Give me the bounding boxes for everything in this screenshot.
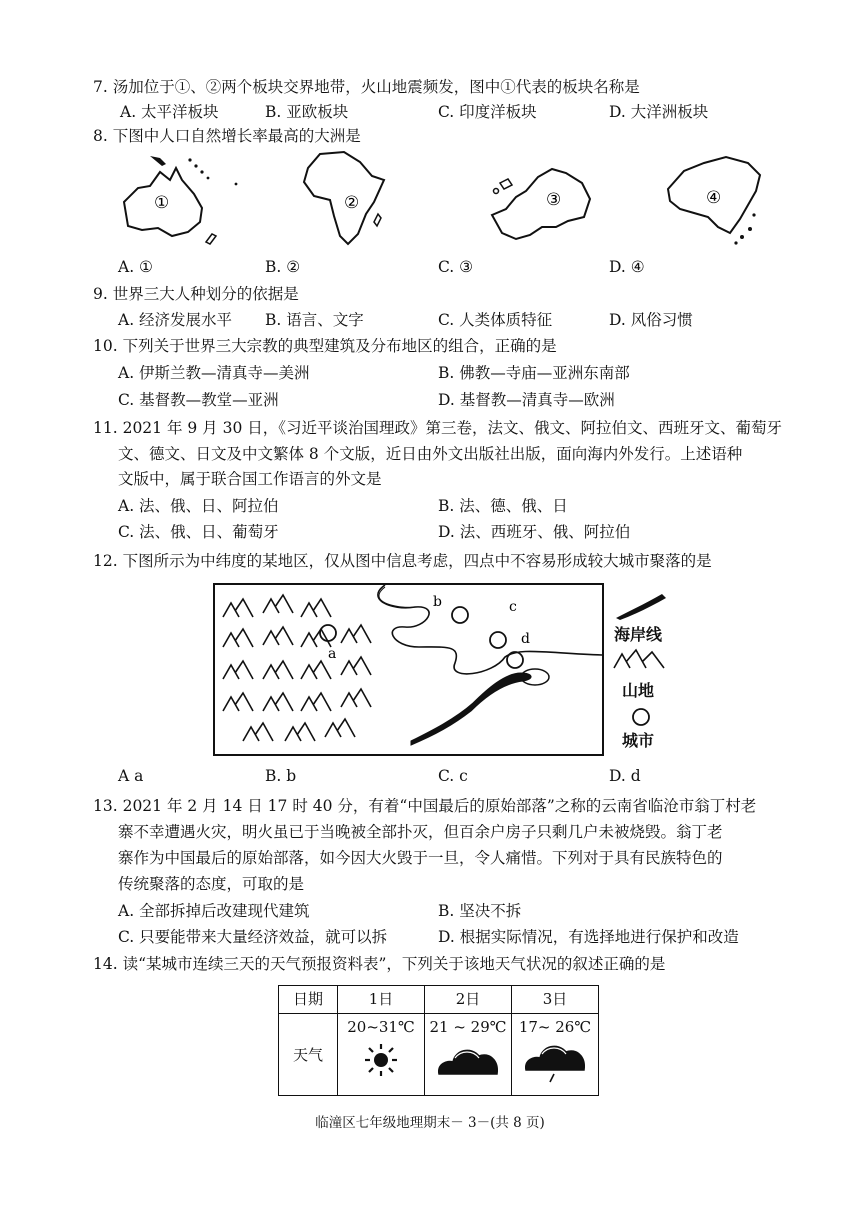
question-11-stem-line-2: 文、德文、日文及中文繁体 8 个文版，近日由外文出版社出版，面向海内外发行。上述语种 — [118, 445, 743, 463]
mountain-symbol — [301, 599, 331, 617]
q8-option-c: C. ③ — [438, 258, 474, 276]
coastline — [411, 673, 531, 745]
mountain-symbol — [243, 723, 273, 741]
q9-option-d: D. 风俗习惯 — [609, 311, 693, 329]
q9-option-b: B. 语言、文字 — [265, 311, 364, 329]
mountain-symbol — [263, 661, 293, 679]
q10-option-a: A. 伊斯兰教—清真寺—美洲 — [118, 364, 310, 382]
page-footer: 临潼区七年级地理期末－ 3－(共 8 页) — [315, 1115, 545, 1131]
q12-option-d: D. d — [609, 767, 641, 785]
q11-option-a: A. 法、俄、日、阿拉伯 — [118, 497, 279, 515]
q7-option-c: C. 印度洋板块 — [438, 103, 537, 121]
point-label-d: d — [521, 631, 530, 647]
question-12-stem: 12. 下图所示为中纬度的某地区，仅从图中信息考虑，四点中不容易形成较大城市聚落的是 — [93, 552, 712, 570]
q13-option-c: C. 只要能带来大量经济效益，就可以拆 — [118, 928, 388, 946]
q9-option-a: A. 经济发展水平 — [118, 311, 233, 329]
table-date-day-2: 2日 — [425, 986, 512, 1014]
mountain-symbol — [325, 719, 355, 737]
point-label-a: a — [328, 646, 337, 662]
q8-option-b: B. ② — [265, 258, 301, 276]
q11-option-d: D. 法、西班牙、俄、阿拉伯 — [438, 523, 631, 541]
q12-option-a: A a — [118, 767, 144, 785]
legend-coastline-label: 海岸线 — [614, 625, 663, 644]
q10-option-b: B. 佛教—寺庙—亚洲东南部 — [438, 364, 630, 382]
temp-day-1: 20~31℃ — [347, 1018, 415, 1036]
sun-icon — [361, 1040, 401, 1080]
q13-option-b: B. 坚决不拆 — [438, 902, 522, 920]
legend-city-label: 城市 — [622, 731, 655, 750]
mountain-symbol — [223, 693, 253, 711]
overcast-light-rain-icon — [520, 1040, 590, 1084]
legend-mountain-symbol — [612, 648, 672, 672]
q7-option-d: D. 大洋洲板块 — [609, 103, 709, 121]
mountain-symbol — [263, 627, 293, 645]
map-marker-1: ① — [154, 193, 170, 213]
mountain-symbol — [263, 595, 293, 613]
table-date-day-1: 1日 — [338, 986, 425, 1014]
legend-coastline-symbol — [612, 592, 672, 622]
mountain-symbol — [285, 723, 315, 741]
mountain-symbols — [223, 595, 371, 741]
overcast-icon — [433, 1042, 503, 1078]
map-marker-4: ④ — [706, 188, 722, 208]
q10-option-d: D. 基督教—清真寺—欧洲 — [438, 391, 615, 409]
table-weather-day-3 — [512, 1014, 599, 1096]
question-13-stem-line-1: 13. 2021 年 2 月 14 日 17 时 40 分，有着“中国最后的原始部落”之称的云南省临沧市翁丁村老 — [93, 797, 757, 815]
legend-mountain-label: 山地 — [622, 681, 655, 700]
mountain-symbol — [341, 657, 371, 675]
table-weather-day-1 — [338, 1014, 425, 1096]
point-label-c: c — [509, 599, 517, 615]
q8-option-a: A. ① — [118, 258, 153, 276]
continent-map-oceania — [110, 150, 250, 245]
mountain-symbol — [223, 629, 253, 647]
table-header-weather: 天气 — [279, 1014, 338, 1096]
city-marker-d — [507, 652, 523, 668]
continent-map-europe — [486, 155, 596, 245]
question-13-stem-line-4: 传统聚落的态度，可取的是 — [118, 875, 305, 893]
map-marker-3: ③ — [546, 190, 562, 210]
settlement-map — [213, 583, 604, 756]
q12-option-b: B. b — [265, 767, 297, 785]
q12-option-c: C. c — [438, 767, 468, 785]
q10-option-c: C. 基督教—教堂—亚洲 — [118, 391, 279, 409]
weather-forecast-table — [278, 985, 599, 1096]
q13-option-d: D. 根据实际情况，有选择地进行保护和改造 — [438, 928, 739, 946]
q11-option-b: B. 法、德、俄、日 — [438, 497, 568, 515]
mountain-symbol — [263, 693, 293, 711]
continent-map-africa — [300, 150, 390, 250]
table-header-date: 日期 — [279, 986, 338, 1014]
map-marker-2: ② — [344, 193, 360, 213]
mountain-symbol — [301, 693, 331, 711]
mountain-symbol — [301, 629, 331, 647]
question-8-stem: 8. 下图中人口自然增长率最高的大洲是 — [93, 127, 361, 145]
table-weather-day-2 — [425, 1014, 512, 1096]
q7-option-b: B. 亚欧板块 — [265, 103, 349, 121]
q11-option-c: C. 法、俄、日、葡萄牙 — [118, 523, 279, 541]
q8-option-d: D. ④ — [609, 258, 645, 276]
city-marker-b — [452, 607, 468, 623]
continent-map-asia — [664, 155, 764, 250]
question-7-stem: 7. 汤加位于①、②两个板块交界地带，火山地震频发，图中①代表的板块名称是 — [93, 78, 640, 96]
city-marker-c — [490, 632, 506, 648]
point-label-b: b — [433, 594, 442, 610]
q13-option-a: A. 全部拆掉后改建现代建筑 — [118, 902, 310, 920]
question-11-stem-line-1: 11. 2021 年 9 月 30 日，《习近平谈治国理政》第三卷，法文、俄文、阿拉伯文、西班牙文、葡萄牙 — [93, 419, 782, 437]
river — [378, 585, 602, 674]
temp-day-3: 17~ 26℃ — [518, 1018, 592, 1036]
mountain-symbol — [223, 599, 253, 617]
table-date-day-3: 3日 — [512, 986, 599, 1014]
legend-city-symbol — [630, 706, 652, 728]
temp-day-2: 21 ~ 29℃ — [429, 1018, 507, 1036]
question-9-stem: 9. 世界三大人种划分的依据是 — [93, 285, 299, 303]
q9-option-c: C. 人类体质特征 — [438, 311, 553, 329]
mountain-symbol — [341, 689, 371, 707]
question-13-stem-line-3: 寨作为中国最后的原始部落，如今因大火毁于一旦，令人痛惜。下列对于具有民族特色的 — [118, 849, 723, 867]
question-11-stem-line-3: 文版中，属于联合国工作语言的外文是 — [118, 470, 382, 488]
question-13-stem-line-2: 寨不幸遭遇火灾，明火虽已于当晚被全部扑灭，但百余户房子只剩几户未被烧毁。翁丁老 — [118, 823, 723, 841]
question-14-stem: 14. 读“某城市连续三天的天气预报资料表”，下列关于该地天气状况的叙述正确的是 — [93, 955, 666, 973]
mountain-symbol — [301, 661, 331, 679]
mountain-symbol — [341, 625, 371, 643]
question-10-stem: 10. 下列关于世界三大宗教的典型建筑及分布地区的组合，正确的是 — [93, 337, 557, 355]
mountain-symbol — [223, 661, 253, 679]
q7-option-a: A. 太平洋板块 — [120, 103, 219, 121]
